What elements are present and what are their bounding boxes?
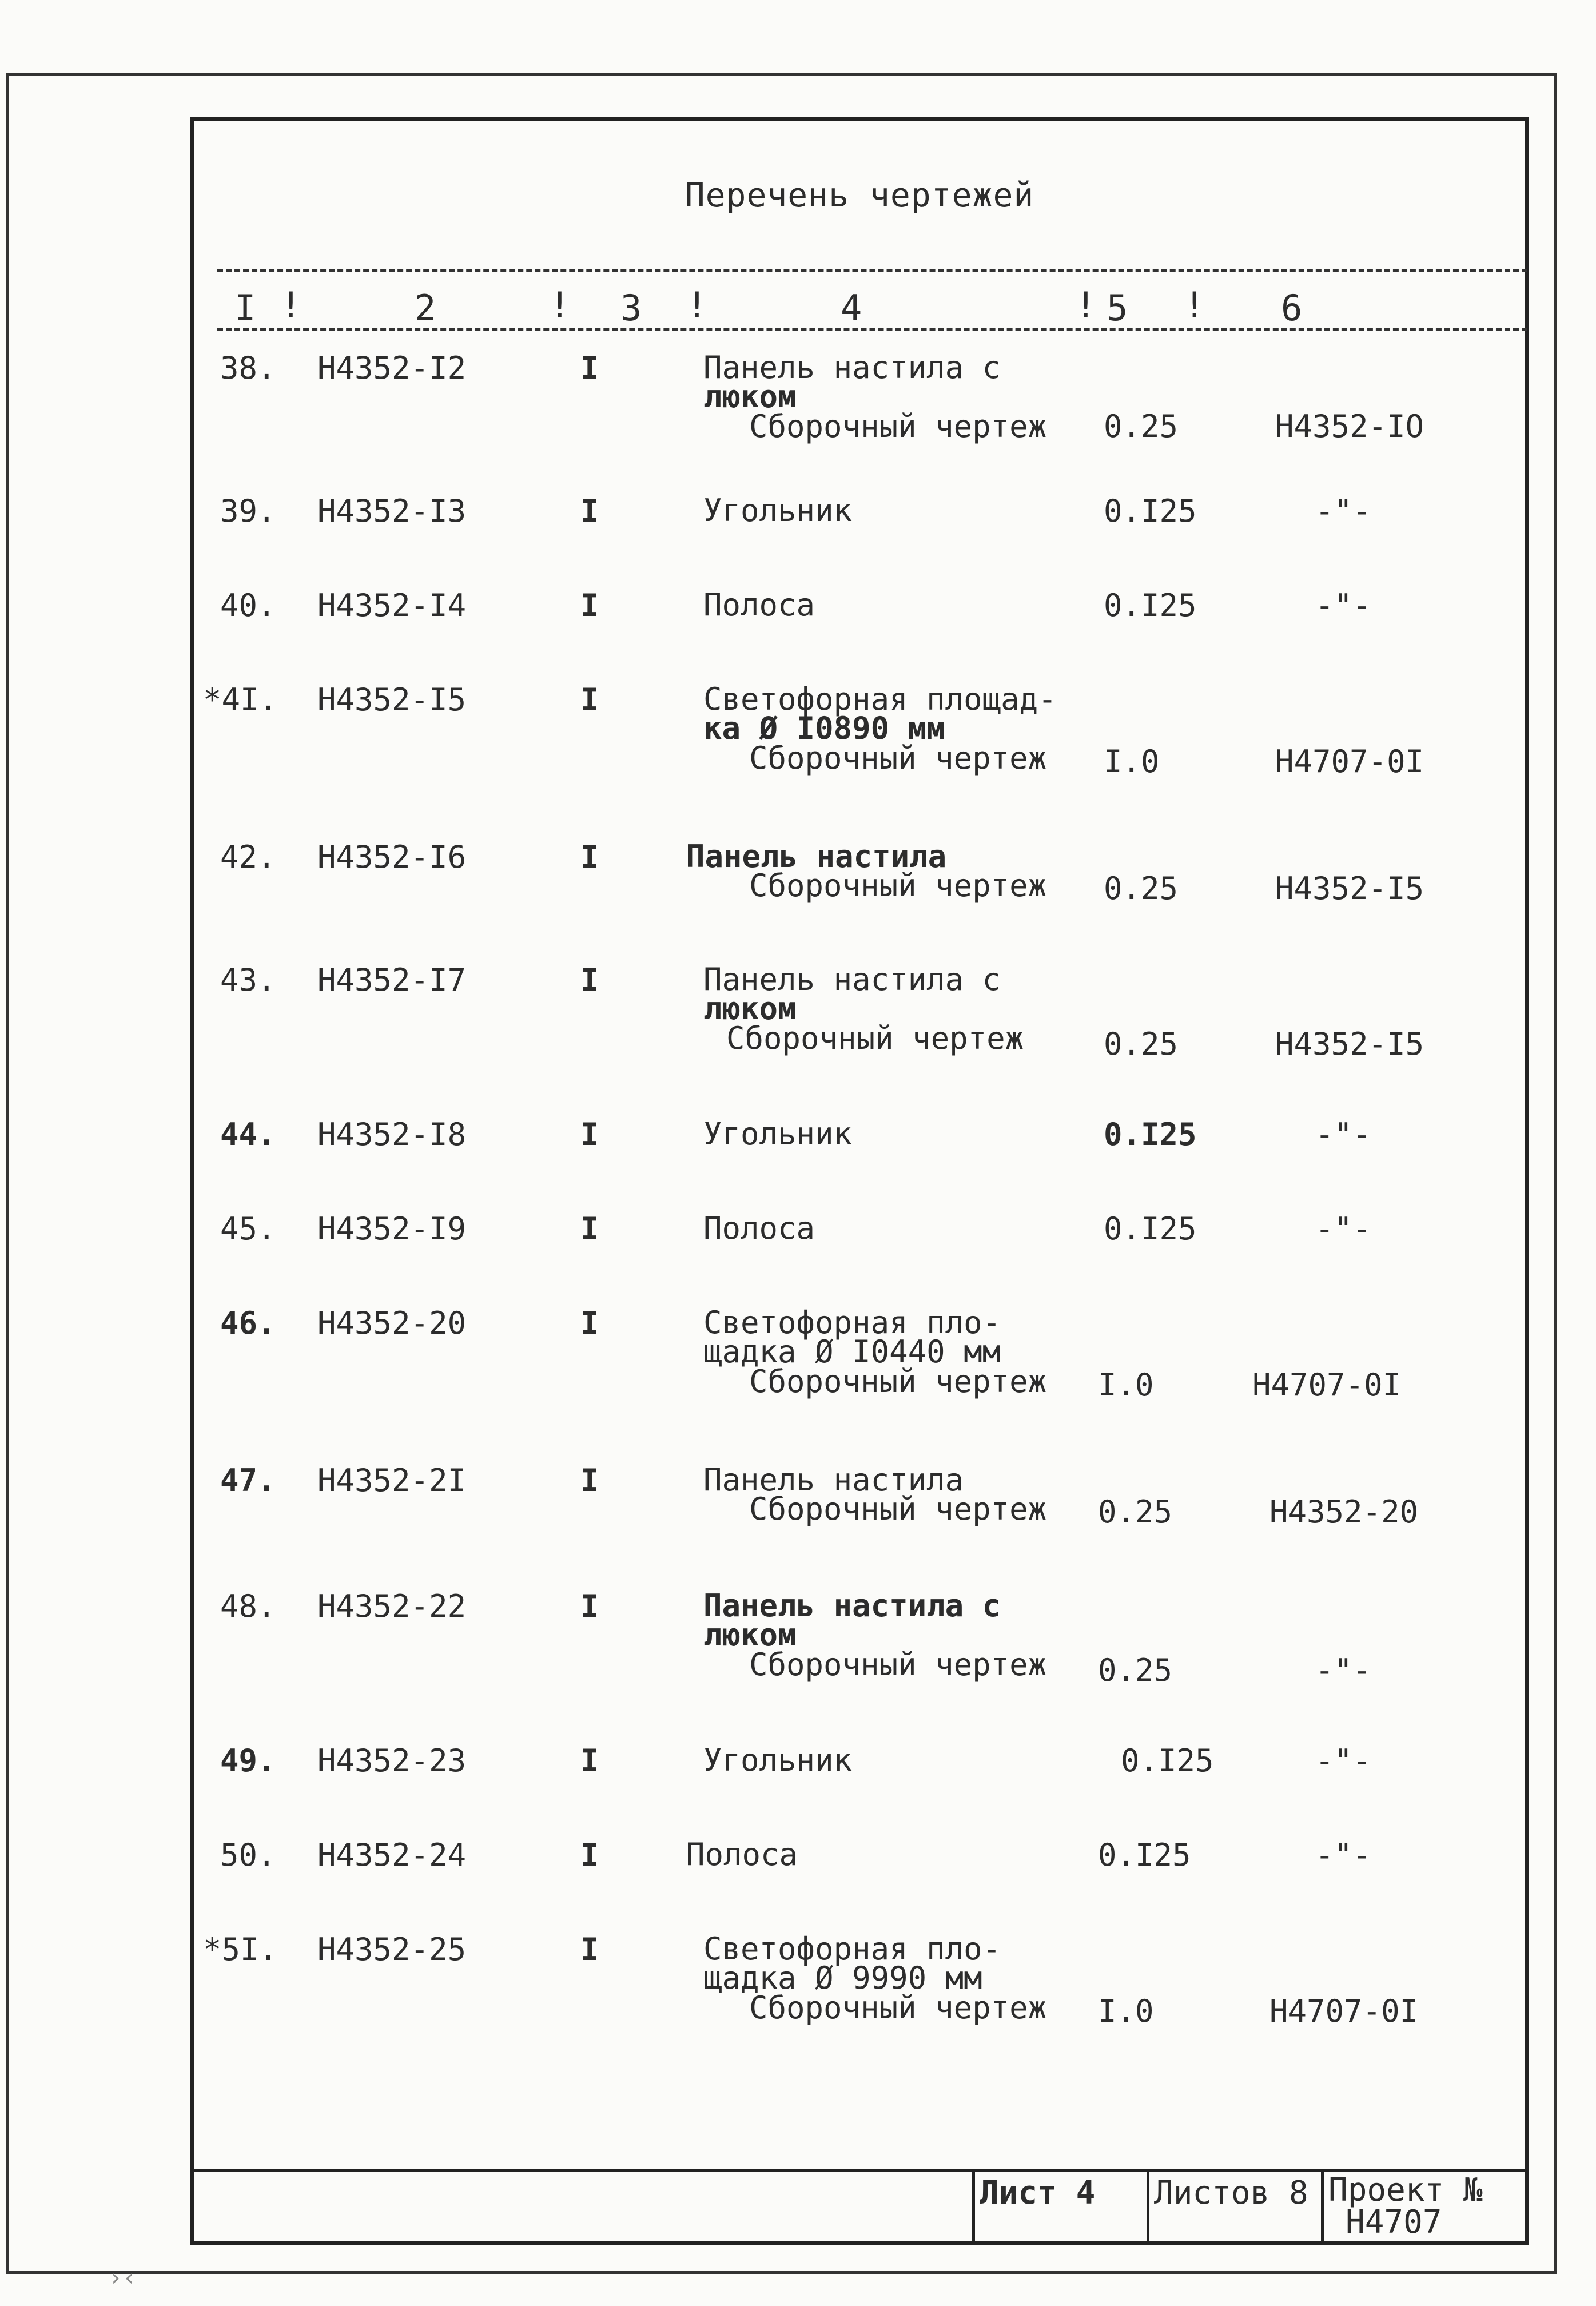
row-number: 38.	[220, 350, 276, 386]
drawing-code: H4352-2I	[317, 1462, 467, 1498]
sheet-count: I	[580, 1211, 599, 1247]
column-separator: !	[1184, 284, 1205, 326]
column-separator: !	[549, 284, 571, 326]
drawing-code: H4352-25	[317, 1931, 467, 1967]
column-number-4: 4	[841, 287, 862, 329]
stamp-sheet: Лист 4	[972, 2169, 1147, 2245]
item-name: Полоса	[703, 587, 815, 623]
row-number: *4I.	[203, 682, 278, 718]
stamp-sheets-total: Листов 8	[1147, 2169, 1321, 2245]
drawing-code: H4352-24	[317, 1837, 467, 1873]
column-number-2: 2	[415, 287, 436, 329]
item-name	[686, 838, 1047, 904]
reference-code: -"-	[1315, 1116, 1371, 1152]
item-name-line1: Панель настила с	[703, 1588, 1001, 1624]
item-name: Полоса	[703, 1210, 815, 1246]
reference-code: H4707-0I	[1269, 1993, 1419, 2029]
row-number: 39.	[220, 493, 276, 529]
item-name-line1: Панель настила	[703, 1462, 964, 1498]
item-name-line2: щадка Ø I0440 мм	[703, 1334, 1001, 1370]
sheet-count: I	[580, 1931, 599, 1967]
item-subtitle: Сборочный чертеж	[749, 1363, 1047, 1399]
sheet-count: I	[580, 839, 599, 875]
sheet-count: I	[580, 1116, 599, 1152]
mass-value: 0.25	[1098, 1494, 1173, 1530]
mass-value: 0.I25	[1121, 1743, 1214, 1779]
drawing-code: H4352-20	[317, 1305, 467, 1341]
item-name-line1: Панель настила	[686, 838, 947, 874]
item-name-line1: Светофорная площад-	[703, 681, 1057, 717]
sheet-count: I	[580, 1305, 599, 1341]
reference-code: -"-	[1315, 493, 1371, 529]
mass-value: 0.I25	[1104, 587, 1197, 623]
column-number-6: 6	[1281, 287, 1303, 329]
reference-code: -"-	[1315, 1743, 1371, 1779]
item-name-line1: Светофорная пло-	[703, 1931, 1001, 1967]
row-number: 48.	[220, 1588, 276, 1624]
row-number: 50.	[220, 1837, 276, 1873]
item-subtitle: Сборочный чертеж	[749, 739, 1047, 776]
item-subtitle: Сборочный чертеж	[749, 1989, 1047, 2026]
reference-code: H4352-20	[1269, 1494, 1419, 1530]
drawing-code: H4352-I2	[317, 350, 467, 386]
reference-code: -"-	[1315, 1652, 1371, 1688]
header-top-rule	[217, 269, 1527, 272]
drawing-code: H4352-22	[317, 1588, 467, 1624]
item-name-line2: ка Ø I0890 мм	[703, 710, 945, 747]
mass-value: I.0	[1104, 744, 1160, 780]
inner-frame	[190, 117, 1529, 2245]
sheet-count: I	[580, 1588, 599, 1624]
stamp-project-label: Проект №	[1328, 2172, 1483, 2209]
drawing-code: H4352-I8	[317, 1116, 467, 1152]
drawing-code: H4352-I9	[317, 1211, 467, 1247]
row-number: 45.	[220, 1211, 276, 1247]
item-subtitle: Сборочный чертеж	[749, 1646, 1047, 1683]
row-number: 43.	[220, 962, 276, 998]
item-subtitle: Сборочный чертеж	[726, 1020, 1024, 1056]
stamp-project	[1321, 2169, 1525, 2245]
item-name	[703, 1588, 1047, 1683]
drawing-code: H4352-I7	[317, 962, 467, 998]
page-title: Перечень чертежей	[684, 176, 1034, 214]
item-name: Угольник	[703, 1116, 853, 1152]
item-name: Угольник	[703, 492, 853, 528]
reference-code: -"-	[1315, 587, 1371, 623]
item-name-line1: Панель настила с	[703, 349, 1001, 385]
column-number-5: 5	[1107, 287, 1128, 329]
item-name: Полоса	[686, 1836, 798, 1872]
mass-value: 0.25	[1104, 408, 1179, 444]
row-number: 46.	[220, 1305, 276, 1341]
mass-value: 0.I25	[1104, 1116, 1197, 1152]
mass-value: 0.25	[1104, 870, 1179, 907]
column-separator: !	[1075, 284, 1097, 326]
sheet-count: I	[580, 1462, 599, 1498]
stamp-project-code: H4707	[1346, 2204, 1442, 2241]
sheet-count: I	[580, 587, 599, 623]
row-number: *5I.	[203, 1931, 278, 1967]
column-number-1: I	[234, 287, 256, 329]
header-bottom-rule	[217, 328, 1527, 331]
item-name-line1: Панель настила с	[703, 961, 1001, 997]
reference-code: -"-	[1315, 1211, 1371, 1247]
item-name: Угольник	[703, 1742, 853, 1778]
drawing-code: H4352-I6	[317, 839, 467, 875]
drawing-code: H4352-23	[317, 1743, 467, 1779]
item-subtitle: Сборочный чертеж	[749, 408, 1047, 444]
reference-code: H4352-I5	[1275, 870, 1424, 907]
reference-code: -"-	[1315, 1837, 1371, 1873]
column-separator: !	[280, 284, 302, 326]
item-name	[703, 1931, 1047, 2026]
corner-mark: ›‹	[109, 2265, 137, 2291]
mass-value: I.0	[1098, 1993, 1154, 2029]
item-subtitle: Сборочный чертеж	[749, 1491, 1047, 1528]
row-number: 49.	[220, 1743, 276, 1779]
mass-value: 0.I25	[1104, 1211, 1197, 1247]
row-number: 44.	[220, 1116, 276, 1152]
sheet-count: I	[580, 1743, 599, 1779]
sheet-count: I	[580, 493, 599, 529]
item-name	[703, 961, 1024, 1056]
row-number: 40.	[220, 587, 276, 623]
mass-value: 0.I25	[1104, 493, 1197, 529]
reference-code: H4707-0I	[1275, 744, 1424, 780]
row-number: 42.	[220, 839, 276, 875]
sheet-count: I	[580, 1837, 599, 1873]
mass-value: 0.25	[1104, 1026, 1179, 1062]
drawing-code: H4352-I5	[317, 682, 467, 718]
mass-value: 0.25	[1098, 1652, 1173, 1688]
item-name	[703, 349, 1047, 444]
mass-value: I.0	[1098, 1367, 1154, 1403]
column-number-3: 3	[620, 287, 642, 329]
item-name	[703, 1305, 1047, 1399]
mass-value: 0.I25	[1098, 1837, 1191, 1873]
reference-code: H4352-I5	[1275, 1026, 1424, 1062]
drawing-code: H4352-I4	[317, 587, 467, 623]
item-name	[703, 1462, 1047, 1528]
item-name-line2: люком	[703, 991, 797, 1027]
item-name-line2: люком	[703, 379, 797, 415]
row-number: 47.	[220, 1462, 276, 1498]
reference-code: H4352-IO	[1275, 408, 1424, 444]
sheet-count: I	[580, 962, 599, 998]
item-name-line2: щадка Ø 9990 мм	[703, 1960, 982, 1997]
item-subtitle: Сборочный чертеж	[749, 868, 1047, 904]
item-name-line1: Светофорная пло-	[703, 1305, 1001, 1341]
sheet-count: I	[580, 682, 599, 718]
sheet-count: I	[580, 350, 599, 386]
item-name	[703, 681, 1057, 776]
column-separator: !	[686, 284, 708, 326]
drawing-code: H4352-I3	[317, 493, 467, 529]
reference-code: H4707-0I	[1252, 1367, 1402, 1403]
item-name-line2: люком	[703, 1617, 797, 1653]
